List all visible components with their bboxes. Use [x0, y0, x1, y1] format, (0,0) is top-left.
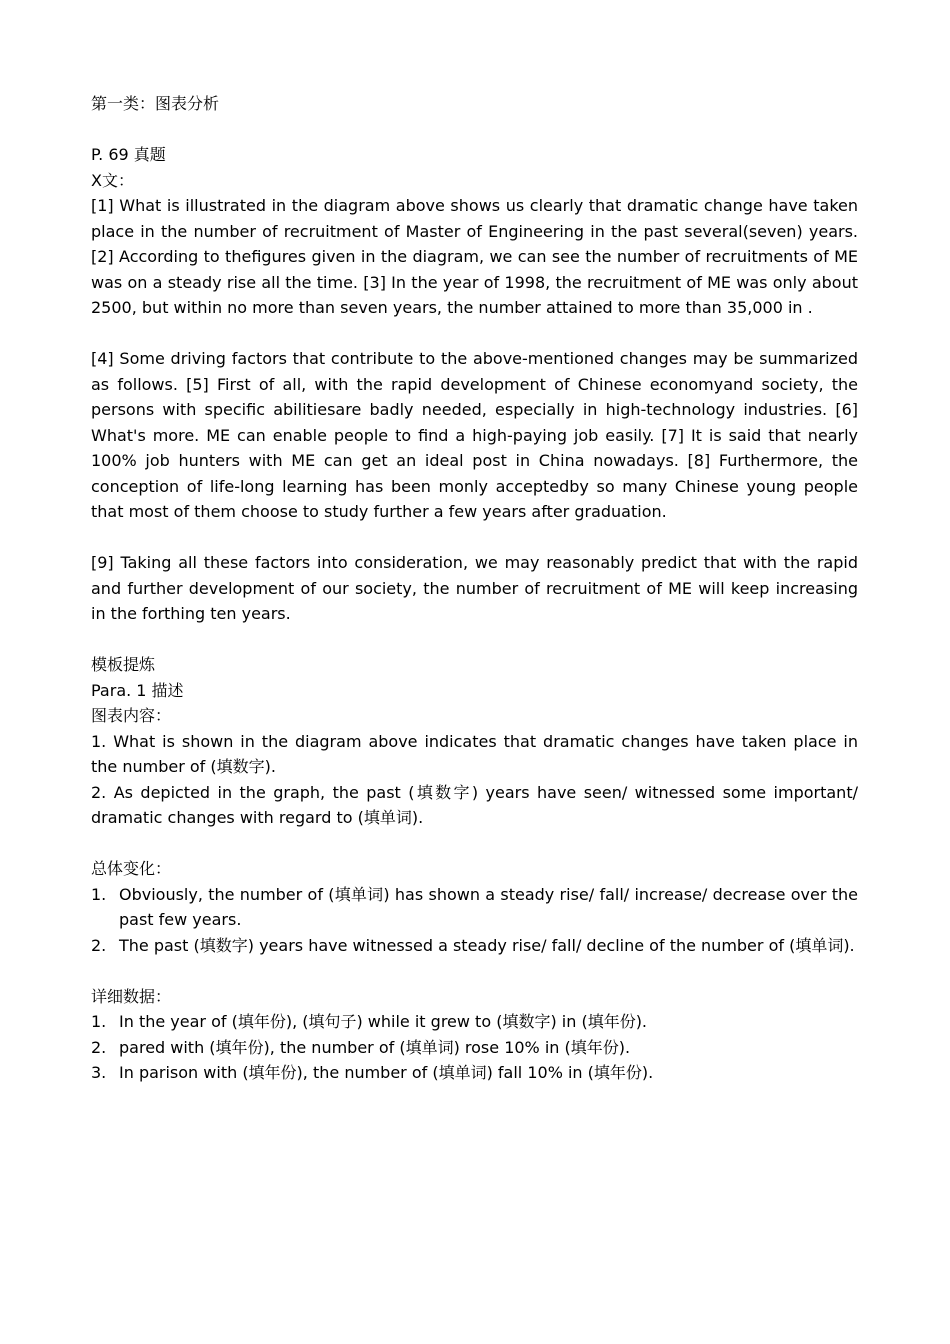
overall-change-list	[91, 882, 858, 959]
spacer	[91, 627, 858, 653]
essay-paragraph-1: [1] What is illustrated in the diagram above shows us clearly that dramatic change have taken place in the number of recruitment of Master of Engineering in the past several(seven) years. [2] According to thefigures given in the diagram, we can see the number of recruitments of ME was on a steady rise all the time. [3] In the year of 1998, the recruitment of ME was only about 2500, but within no more than seven years, the number attained to more than 35,000 in .	[91, 196, 858, 317]
spacer	[91, 117, 858, 143]
essay-paragraph-2: [4] Some driving factors that contribute to the above-mentioned changes may be summarized as follows. [5] First of all, with the rapid development of Chinese economyand society, the persons with specific abilitiesare badly needed, especially in high-technology industries. [6] What's more. ME can enable people to find a high-paying job easily. [7] It is said that nearly 100% job hunters with ME can get an ideal post in China nowadays. [8] Furthermore, the conception of life-long learning has been monly acceptedby so many Chinese young people that most of them choose to study further a few years after graduation.	[91, 349, 858, 521]
list-item	[91, 1035, 858, 1061]
spacer	[91, 958, 858, 984]
list-item-number: 3.	[91, 1063, 107, 1082]
list-item	[91, 882, 858, 933]
list-item-text: pared with (填年份), the number of (填单词) rose 10% in (填年份).	[119, 1037, 631, 1057]
chart-content-item-2: 2. As depicted in the graph, the past (填数字) years have seen/ witnessed some important/ dramatic changes with regard to (填单词).	[91, 782, 858, 827]
essay-paragraph-3: [9] Taking all these factors into consideration, we may reasonably predict that with the rapid and further development of our society, the number of recruitment of ME will keep increasing in the forthing ten years.	[91, 553, 858, 623]
template-title: 模板提炼	[91, 655, 156, 674]
para1-title: Para. 1 描述	[91, 680, 184, 700]
list-item	[91, 1060, 858, 1086]
list-item-text: In the year of (填年份), (填句子) while it grew to (填数字) in (填年份).	[119, 1012, 648, 1031]
section-heading: 第一类：图表分析	[91, 94, 220, 113]
chart-content-item-1: 1. What is shown in the diagram above indicates that dramatic changes have taken place in the number of (填数字).	[91, 731, 858, 776]
spacer	[91, 321, 858, 347]
detailed-data-label: 详细数据：	[91, 986, 172, 1006]
overall-change-label: 总体变化：	[91, 859, 172, 878]
text-label: X文：	[91, 170, 134, 190]
source-label: P. 69 真题	[91, 145, 166, 164]
list-item	[91, 933, 858, 959]
list-item	[91, 1009, 858, 1035]
detailed-data-list	[91, 1009, 858, 1086]
chart-content-label: 图表内容：	[91, 706, 172, 725]
spacer	[91, 831, 858, 857]
list-item-number: 2.	[91, 1037, 107, 1057]
list-item-number: 1.	[91, 1012, 107, 1031]
list-item-text: Obviously, the number of (填单词) has shown a steady rise/ fall/ increase/ decrease over the past few years.	[119, 884, 858, 929]
list-item-number: 2.	[91, 935, 107, 955]
spacer	[91, 525, 858, 551]
list-item-text: The past (填数字) years have witnessed a steady rise/ fall/ decline of the number of (填单词).	[119, 935, 855, 955]
document-page	[91, 91, 858, 1086]
list-item-text: In parison with (填年份), the number of (填单词) fall 10% in (填年份).	[119, 1063, 654, 1082]
list-item-number: 1.	[91, 884, 107, 904]
